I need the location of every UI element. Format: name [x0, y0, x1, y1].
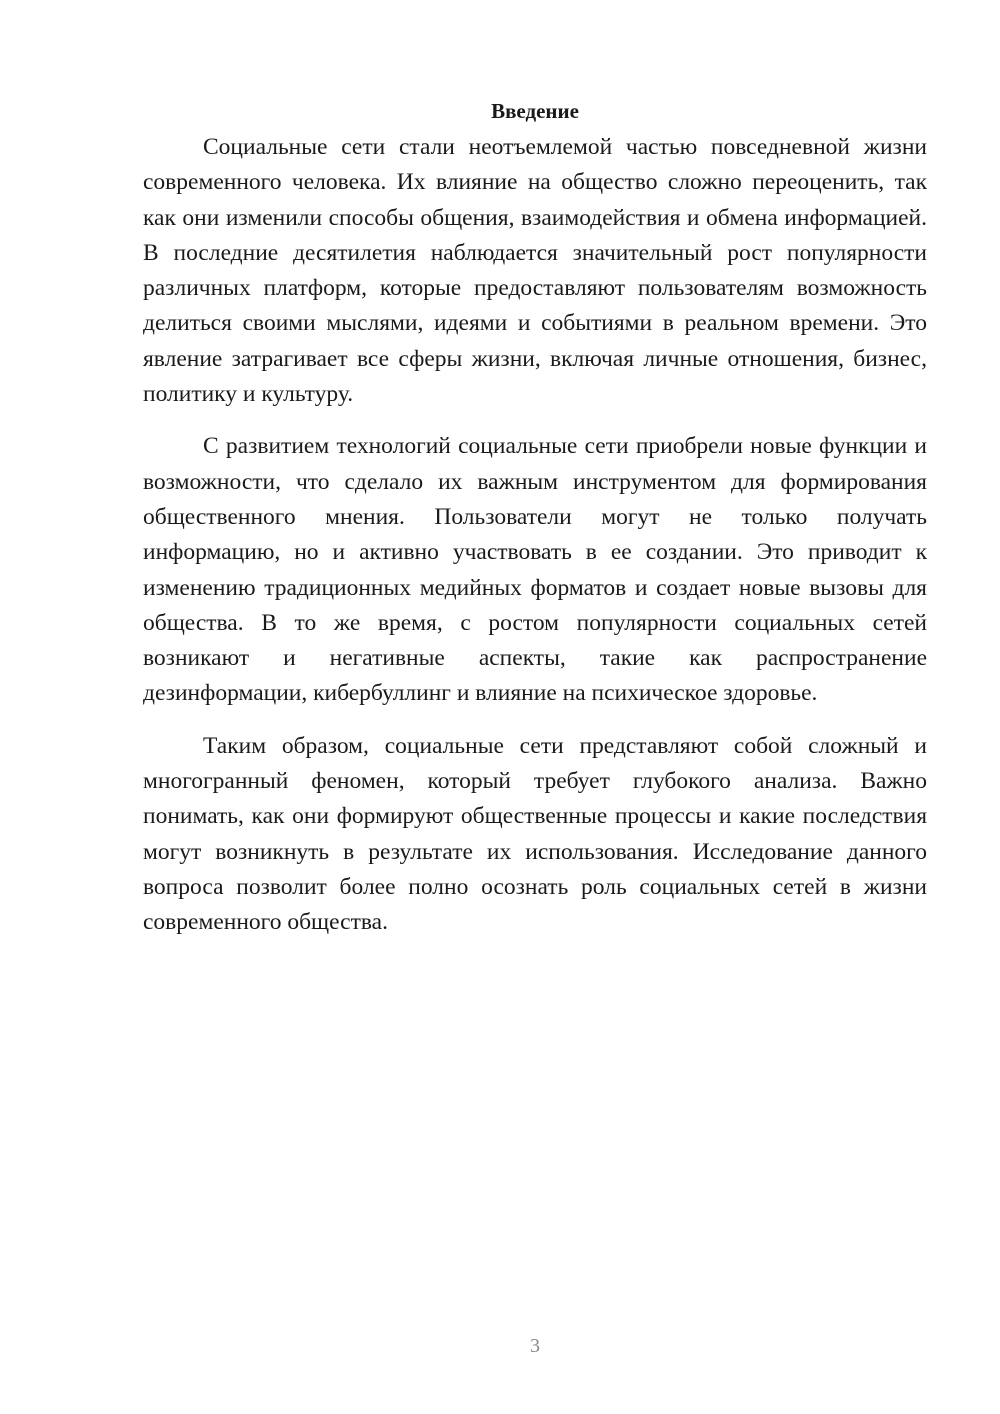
paragraph-1: Социальные сети стали неотъемлемой частью повседневной жизни современного человека. Их влияние на общество сложно переоценить, так как они изменили способы общения, взаимодействия и обмена информацией. В последние десятилетия наблюдается значительный рост популярности различных платформ, которые предоставляют пользователям возможность делиться своими мыслями, идеями и событиями в реальном времени. Это явление затрагивает все сферы жизни, включая личные отношения, бизнес, политику и культуру. [143, 134, 927, 408]
page-content [143, 96, 927, 958]
paragraph-2: С развитием технологий социальные сети приобрели новые функции и возможности, что сделало их важным инструментом для формирования общественного мнения. Пользователи могут не только получать информацию, но и активно участвовать в ее создании. Это приводит к изменению традиционных медийных форматов и создает новые вызовы для общества. В то же время, с ростом популярности социальных сетей возникают и негативные аспекты, такие как распространение дезинформации, кибербуллинг и влияние на психическое здоровье. [143, 433, 927, 707]
page-number: 3 [530, 1335, 540, 1357]
paragraph-3: Таким образом, социальные сети представляют собой сложный и многогранный феномен, который требует глубокого анализа. Важно понимать, как они формируют общественные процессы и какие последствия могут возникнуть в результате их использования. Исследование данного вопроса позволит более полно осознать роль социальных сетей в жизни современного общества. [143, 732, 927, 936]
section-title: Введение [491, 99, 579, 123]
